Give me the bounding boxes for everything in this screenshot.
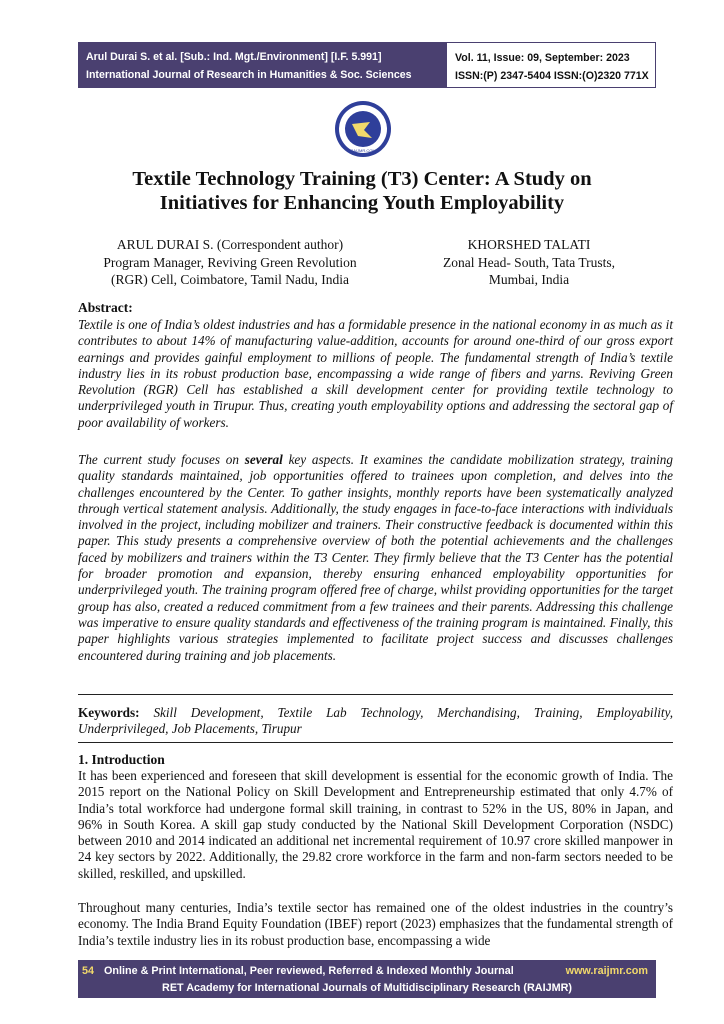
- keywords-label: Keywords:: [78, 705, 140, 720]
- abstract-paragraph-1: Textile is one of India’s oldest industries and has a formidable presence in the national economy in as much as it contributes to about 14% of manufacturing value-addition, accounts for around one-third of our gross export earnings and provides gainful employment to millions of people. The fundamental strength of India’s textile industry lies in its robust production base, encompassing a wide range of fibers and yarns. Reviving Green Revolution (RGR) Cell has established a skill development center for providing textile technology to underprivileged youth in Tirupur. Thus, creating youth employability options and addressing the sectoral gap of poor availability of workers.: [78, 317, 673, 430]
- author-block-2: [414, 236, 644, 289]
- footer-line1: Online & Print International, Peer reviewed, Referred & Indexed Monthly Journal: [104, 965, 514, 977]
- title-line2: Initiatives for Enhancing Youth Employability: [159, 192, 565, 214]
- paper-title: [60, 167, 664, 215]
- journal-header: [78, 42, 656, 88]
- logo-text: RAIJMR.COM: [350, 148, 376, 153]
- header-left-line1: Arul Durai S. et al. [Sub.: Ind. Mgt./Environment] [I.F. 5.991]: [86, 51, 382, 63]
- footer-line2: RET Academy for International Journals of Multidisciplinary Research (RAIJMR): [162, 982, 572, 994]
- abstract-heading: Abstract:: [78, 300, 133, 315]
- page-number: 54: [82, 965, 95, 977]
- author-block-1: [80, 236, 380, 289]
- header-left-line2: International Journal of Research in Humanities & Soc. Sciences: [86, 69, 412, 81]
- author-affiliation: Zonal Head- South, Tata Trusts,: [442, 254, 616, 270]
- author-name: KHORSHED TALATI: [467, 237, 591, 252]
- author-affiliation: (RGR) Cell, Coimbatore, Tamil Nadu, India: [110, 272, 350, 287]
- header-citation: [78, 42, 446, 88]
- header-issue-info: [446, 42, 656, 88]
- divider: [78, 694, 673, 695]
- divider: [78, 742, 673, 743]
- abstract-paragraph-2: The current study focuses on several key aspects. It examines the candidate mobilization strategy, training quality standards maintained, job opportunities offered to trainees upon completion, and delves into the challenges encountered by the Center. To gather insights, monthly reports have been systematically analyzed through vertical statement analysis. Additionally, the study engages in face-to-face interactions with individuals involved in the project, including mobilizer and trainers. Their constructive feedback is documented within this paper. This study presents a comprehensive overview of both the potential achievements and the challenges faced by mobilizers and trainers within the T3 Center. They firmly believe that the T3 Center has the potential for broader promotion and expansion, thereby ensuring enhanced employability opportunities for underprivileged youth. The training program offered free of charge, whilst providing opportunities for the target group has also, created a reduced commitment from a few trainees and their parents. Addressing this challenge was imperative to ensure quality standards and effectiveness of the training program is maintained. Finally, this paper highlights various strategies implemented to facilitate project success and discusses challenges encountered during training and job placements.: [78, 452, 673, 663]
- header-right-line2: ISSN:(P) 2347-5404 ISSN:(O)2320 771X: [455, 70, 649, 82]
- section-heading: 1. Introduction: [78, 752, 165, 767]
- author-name: ARUL DURAI S. (Correspondent author): [116, 237, 344, 252]
- author-affiliation: Mumbai, India: [488, 272, 570, 287]
- emphasis: several: [244, 452, 283, 467]
- header-right-line1: Vol. 11, Issue: 09, September: 2023: [455, 52, 630, 64]
- title-line1: Textile Technology Training (T3) Center: A Study on: [132, 168, 592, 190]
- keywords-text: Skill Development, Textile Lab Technology, Merchandising, Training, Employability, Underprivileged, Job Placements, Tirupur: [78, 705, 673, 737]
- journal-logo: [334, 100, 392, 158]
- intro-paragraph-2: Throughout many centuries, India’s textile sector has remained one of the oldest industries in the country’s economy. The India Brand Equity Foundation (IBEF) report (2023) emphasizes that the fundamental strength of India’s textile industry lies in its robust production base, encompassing a wide: [78, 900, 673, 948]
- footer-url[interactable]: www.raijmr.com: [565, 965, 648, 977]
- keywords: [78, 705, 673, 738]
- intro-paragraph-1: It has been experienced and foreseen that skill development is essential for the economic growth of India. The 2015 report on the National Policy on Skill Development and Entrepreneurship estimated that only 4.7% of India’s total workforce had undergone formal skill training, in contrast to 52% in the US, 80% in Japan, and 96% in South Korea. A skill gap study conducted by the National Skill Development Corporation (NSDC) between 2010 and 2014 indicated an additional net incremental requirement of 10.97 crore skilled manpower in 24 key sectors by 2022. Additionally, the 29.82 crore workforce in the farm and non-farm sectors needed to be skilled, reskilled, and upskilled.: [78, 768, 673, 881]
- author-affiliation: Program Manager, Reviving Green Revolution: [103, 254, 357, 270]
- journal-footer: [78, 960, 656, 998]
